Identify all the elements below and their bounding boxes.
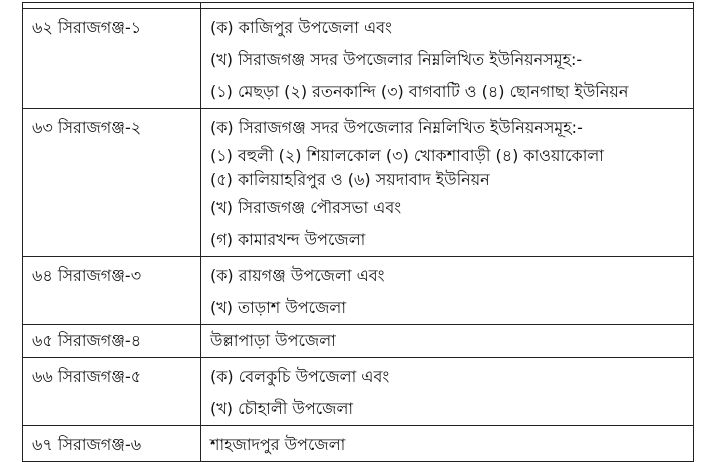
constituency-cell: ৬৬ সিরাজগঞ্জ-৫	[23, 358, 201, 426]
table-row	[23, 257, 694, 325]
constituency-cell: ৬২ সিরাজগঞ্জ-১	[23, 9, 201, 109]
table-row	[23, 426, 694, 462]
area-cell: উল্লাপাড়া উপজেলা	[201, 325, 694, 358]
area-cell: (ক) সিরাজগঞ্জ সদর উপজেলার নিম্নলিখিত ইউনিয়নসমূহ:- (১) বহুলী (২) শিয়ালকোল (৩) খোকশাবাড়ী (৪) কাওয়াকোলা (৫) কালিয়াহরিপুর ও (৬) সয়দাবাদ ইউনিয়ন (খ) সিরাজগঞ্জ পৌরসভা এবং (গ) কামারখন্দ উপজেলা	[201, 109, 694, 257]
constituency-cell: ৬৫ সিরাজগঞ্জ-৪	[23, 325, 201, 358]
constituency-cell: ৬৩ সিরাজগঞ্জ-২	[23, 109, 201, 257]
table-row	[23, 325, 694, 358]
area-cell: (ক) কাজিপুর উপজেলা এবং (খ) সিরাজগঞ্জ সদর উপজেলার নিম্নলিখিত ইউনিয়নসমূহ:- (১) মেছড়া (২) রতনকান্দি (৩) বাগবাটি ও (৪) ছোনগাছা ইউনিয়ন	[201, 9, 694, 109]
area-cell: (ক) রায়গঞ্জ উপজেলা এবং (খ) তাড়াশ উপজেলা	[201, 257, 694, 325]
constituency-cell: ৬৭ সিরাজগঞ্জ-৬	[23, 426, 201, 462]
table-row	[23, 358, 694, 426]
table-row	[23, 9, 694, 109]
constituency-cell: ৬৪ সিরাজগঞ্জ-৩	[23, 257, 201, 325]
area-cell: শাহজাদপুর উপজেলা	[201, 426, 694, 462]
constituency-table	[22, 2, 694, 462]
area-cell: (ক) বেলকুচি উপজেলা এবং (খ) চৌহালী উপজেলা	[201, 358, 694, 426]
table-row	[23, 109, 694, 257]
